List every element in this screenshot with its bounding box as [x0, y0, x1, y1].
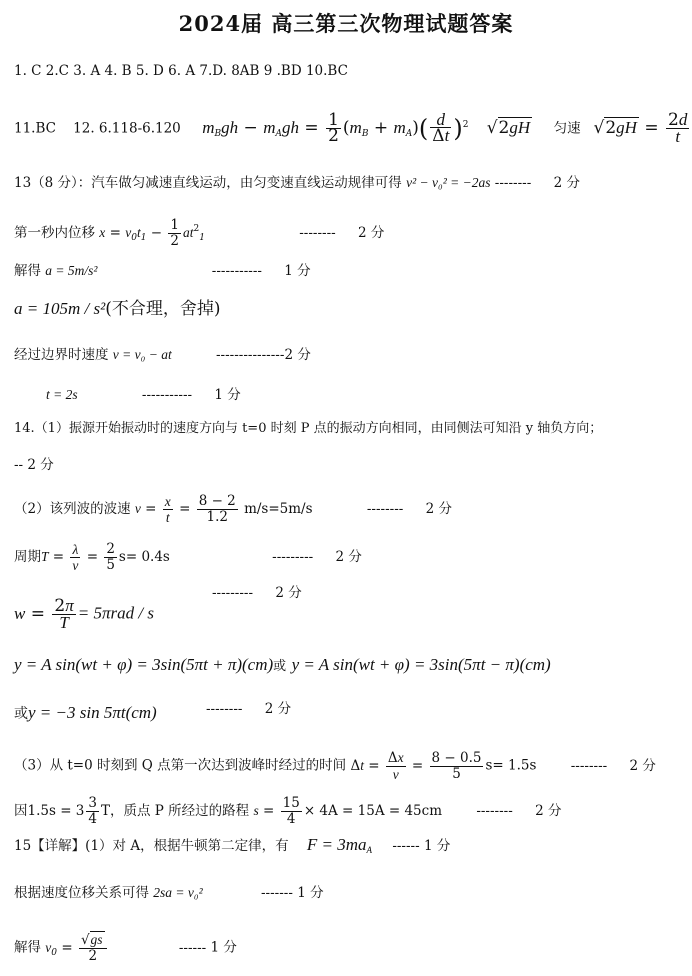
q14-period-formula: T = $\frac{\lambda}{v}$ = $\frac{2}{5}$	[41, 541, 115, 573]
q14-part1-pts: -- 2 分	[14, 457, 54, 473]
mc-answers: 1. C 2.C 3. A 4. B 5. D 6. A 7.D. 8AB 9 .BD 10.BC	[14, 63, 348, 79]
q13-pts1: 2 分	[553, 175, 580, 191]
q14-because-tail: × 4A = 15A = 45cm	[303, 803, 443, 819]
q14-part2-label: （2）该列波的波速	[14, 501, 131, 517]
q13-pts3: 1 分	[284, 263, 311, 279]
q14-wave-line2	[14, 704, 157, 723]
q14-omega-formula: w = $\frac{2\pi}{T}$	[14, 596, 74, 632]
q14-part2-tail: m/s=5m/s	[244, 501, 313, 517]
q14-pts3: 2 分	[275, 585, 302, 601]
q14-wave-line	[14, 656, 551, 676]
q13-dash4: ---------------	[216, 347, 285, 363]
q13-a-value: a = 5m/s²	[45, 263, 98, 278]
q15-dash3: ------	[178, 939, 207, 956]
q14-period-tail: s= 0.4s	[118, 549, 170, 565]
q14-pts6: 2 分	[535, 803, 562, 819]
sqrt-2gH: √2gH	[486, 117, 531, 138]
q14-or-2: 或	[14, 706, 28, 722]
q13-alt-line	[14, 300, 220, 318]
q13-dash3: -----------	[211, 263, 262, 279]
q15-v0-formula: $v_0$ = $\frac{√gs}{2}$	[45, 940, 108, 956]
q14-period-line	[14, 542, 362, 573]
q14-period-label: 周期	[14, 549, 41, 565]
q15-pts3: 1 分	[210, 939, 237, 956]
q13-disp-label: 第一秒内位移	[14, 225, 95, 241]
q13-dash1: --------	[494, 175, 532, 191]
q14-part3-tail: s= 1.5s	[485, 757, 537, 774]
q15-solve-line	[14, 932, 237, 964]
q15-line2	[14, 884, 324, 902]
q14-three-quarters: $\frac{3}{4}$	[88, 795, 97, 827]
q15-line2-formula: 2sa = v₀²	[153, 885, 203, 900]
q15-dash1: ------	[392, 838, 420, 854]
q13-formula1: v² − v₀² = −2as	[406, 175, 491, 190]
q14-or: 或	[273, 659, 287, 674]
q15-solve-label: 解得	[14, 939, 41, 956]
q14-wave-pts-line	[206, 700, 291, 718]
q14-because-line	[14, 796, 562, 827]
q13-solve-label: 解得	[14, 263, 41, 279]
q14-because-mid: T，质点 P 所经过的路程	[100, 803, 250, 819]
q14-because-label: 因1.5s = 3	[14, 803, 85, 819]
q13-solve-line	[14, 262, 311, 280]
q13-pts2: 2 分	[358, 225, 385, 241]
q13-t-line	[46, 386, 241, 404]
q14-omega-tail: = 5πrad / s	[77, 603, 154, 623]
q14-speed-formula: v = $\frac{x}{t}$ = $\frac{8 - 2}{1.2}$	[134, 493, 236, 525]
q14-wave-eq1: y = A sin(wt + φ) = 3sin(5πt + π)(cm)	[14, 655, 274, 674]
q14-dash2: ---------	[272, 549, 314, 565]
q13-boundary-line	[14, 346, 311, 364]
q13-a-alt-note: (不合理，舍掉)	[105, 299, 221, 319]
q14-dash4: --------	[206, 701, 243, 717]
q15-head: 15【详解】(1）对 A，根据牛顿第二定律，有	[14, 838, 289, 854]
q12-answer: 12. 6.118-6.120	[73, 120, 181, 137]
q13-intro: 13（8 分）：汽车做匀减速直线运动，由匀变速直线运动规律可得	[14, 175, 402, 191]
q13-t-value: t = 2s	[46, 387, 78, 402]
q13-v-formula: v = v₀ − at	[112, 347, 172, 362]
q11-line	[14, 109, 691, 146]
q14-omega-pts-line	[212, 584, 302, 602]
q13-boundary-label: 经过边界时速度	[14, 347, 109, 363]
q14-dash1: --------	[366, 501, 404, 517]
q15-head-line	[14, 836, 450, 859]
q15-pts1: 1 分	[423, 838, 451, 854]
uniform-label: 匀速	[553, 120, 581, 137]
q14-pts5: 2 分	[629, 757, 656, 774]
q14-pts2: 2 分	[335, 549, 362, 565]
q13-intro-line	[14, 174, 580, 192]
q14-part3-line	[14, 750, 656, 782]
q13-pts4: 2 分	[284, 347, 311, 363]
q14-time-formula: Δt = $\frac{\Delta x}{v}$ = $\frac{8 - 0.5}{5}$	[350, 749, 482, 782]
q14-dash5: --------	[570, 757, 608, 774]
page-title: 2024届 高三第三次物理试题答案	[178, 11, 514, 36]
uniform-equation: √2gH = $\frac{2d}{t}$	[593, 110, 688, 146]
q13-dash5: -----------	[141, 387, 193, 403]
q14-path-formula: s = $\frac{15}{4}$	[253, 795, 300, 827]
q14-wave-eq3: y = −3 sin 5πt(cm)	[28, 703, 157, 722]
q14-pts4: 2 分	[264, 701, 292, 717]
q14-dash6: --------	[476, 803, 513, 819]
q14-dash3: ---------	[212, 585, 254, 601]
q14-wave-eq2: y = A sin(wt + φ) = 3sin(5πt − π)(cm)	[291, 655, 551, 674]
q14-part2-line	[14, 494, 452, 525]
q14-part3-label: （3）从 t=0 时刻到 Q 点第一次达到波峰时经过的时间	[14, 757, 347, 774]
q14-pts1: 2 分	[425, 501, 453, 517]
q15-formula1: $F = 3ma_A$	[306, 835, 373, 855]
q15-dash2: -------	[260, 885, 293, 901]
q11-answer: 11.BC	[14, 120, 56, 137]
q13-a-alt: a = 105m / s²	[14, 299, 106, 318]
q13-disp-formula: $x = v_0t_1$ − $\frac{1}{2}$ $at^2_1$	[99, 217, 205, 249]
q15-pts2: 1 分	[297, 885, 324, 901]
energy-equation: $m_Bgh - m_Agh$ = $\frac{1}{2}$ $(m_B + m_A)$( $\frac{d}{\Delta t}$ )$^2$	[202, 109, 469, 146]
q14-omega-line	[14, 598, 154, 630]
q15-line2-label: 根据速度位移关系可得	[14, 885, 149, 901]
q13-pts5: 1 分	[214, 387, 241, 403]
q13-dash2: --------	[299, 225, 336, 241]
q13-disp-line	[14, 218, 384, 249]
q14-part1: 14.（1）振源开始振动时的速度方向与 t=0 时刻 P 点的振动方向相同，由同侧法可知沿 y 轴负方向；	[14, 421, 603, 436]
